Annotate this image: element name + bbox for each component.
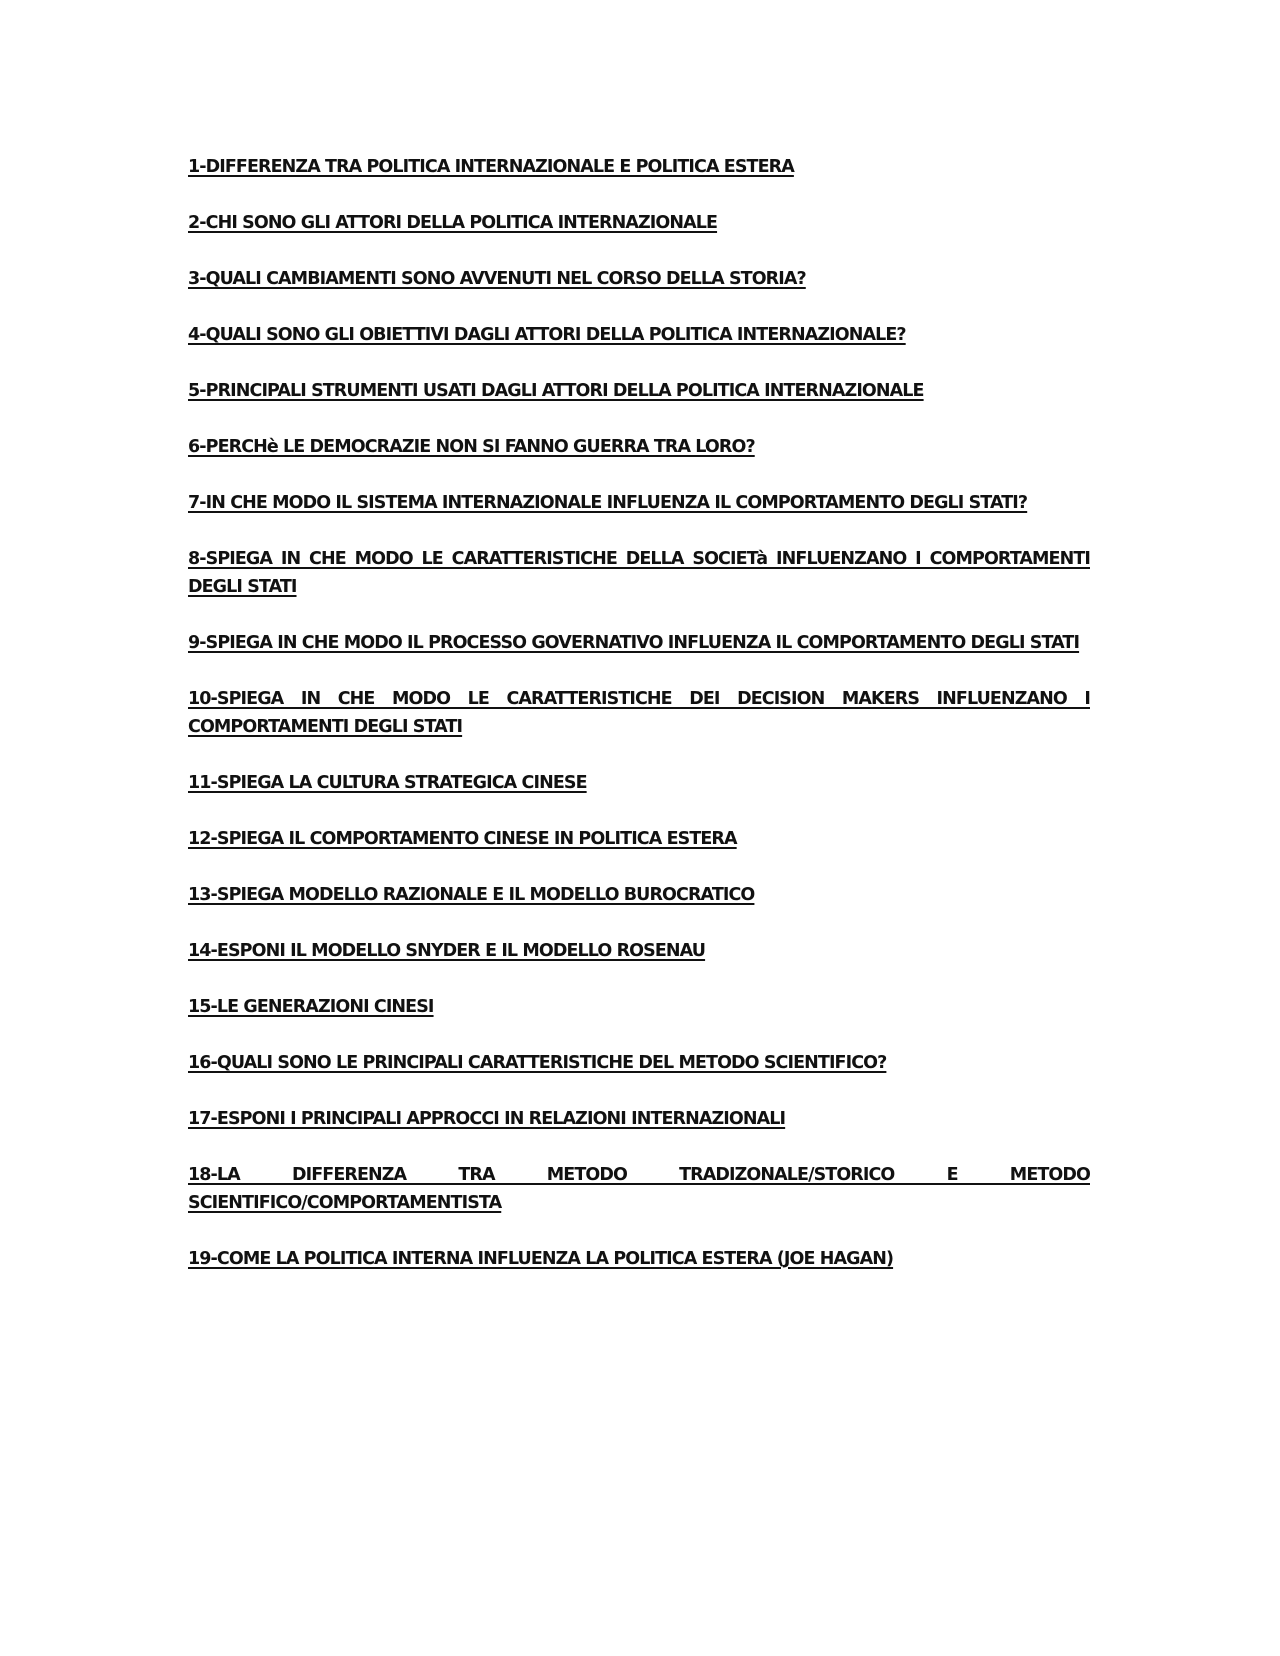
- question-item-10: 10-SPIEGA IN CHE MODO LE CARATTERISTICHE DEI DECISION MAKERS INFLUENZANO I COMPORTAMENTI DEGLI STATI: [188, 689, 1090, 737]
- question-list: [188, 153, 1090, 1301]
- question-item-8: 8-SPIEGA IN CHE MODO LE CARATTERISTICHE DELLA SOCIETà INFLUENZANO I COMPORTAMENTI DEGLI STATI: [188, 549, 1090, 597]
- question-item-4: 4-QUALI SONO GLI OBIETTIVI DAGLI ATTORI DELLA POLITICA INTERNAZIONALE?: [188, 325, 906, 345]
- question-item-16: 16-QUALI SONO LE PRINCIPALI CARATTERISTICHE DEL METODO SCIENTIFICO?: [188, 1053, 887, 1073]
- question-item-7: 7-IN CHE MODO IL SISTEMA INTERNAZIONALE INFLUENZA IL COMPORTAMENTO DEGLI STATI?: [188, 493, 1028, 513]
- question-item-18: 18-LA DIFFERENZA TRA METODO TRADIZONALE/STORICO E METODO SCIENTIFICO/COMPORTAMENTISTA: [188, 1165, 1090, 1213]
- question-item-6: 6-PERCHè LE DEMOCRAZIE NON SI FANNO GUERRA TRA LORO?: [188, 437, 755, 457]
- question-item-1: 1-DIFFERENZA TRA POLITICA INTERNAZIONALE E POLITICA ESTERA: [188, 157, 794, 177]
- question-item-5: 5-PRINCIPALI STRUMENTI USATI DAGLI ATTORI DELLA POLITICA INTERNAZIONALE: [188, 381, 924, 401]
- question-item-3: 3-QUALI CAMBIAMENTI SONO AVVENUTI NEL CORSO DELLA STORIA?: [188, 269, 806, 289]
- question-item-19: 19-COME LA POLITICA INTERNA INFLUENZA LA POLITICA ESTERA (JOE HAGAN): [188, 1249, 894, 1269]
- question-item-14: 14-ESPONI IL MODELLO SNYDER E IL MODELLO ROSENAU: [188, 941, 706, 961]
- question-item-2: 2-CHI SONO GLI ATTORI DELLA POLITICA INTERNAZIONALE: [188, 213, 718, 233]
- question-item-12: 12-SPIEGA IL COMPORTAMENTO CINESE IN POLITICA ESTERA: [188, 829, 737, 849]
- question-item-15: 15-LE GENERAZIONI CINESI: [188, 997, 434, 1017]
- question-item-17: 17-ESPONI I PRINCIPALI APPROCCI IN RELAZIONI INTERNAZIONALI: [188, 1109, 786, 1129]
- question-item-9: 9-SPIEGA IN CHE MODO IL PROCESSO GOVERNATIVO INFLUENZA IL COMPORTAMENTO DEGLI STATI: [188, 633, 1080, 653]
- question-item-11: 11-SPIEGA LA CULTURA STRATEGICA CINESE: [188, 773, 587, 793]
- question-item-13: 13-SPIEGA MODELLO RAZIONALE E IL MODELLO BUROCRATICO: [188, 885, 755, 905]
